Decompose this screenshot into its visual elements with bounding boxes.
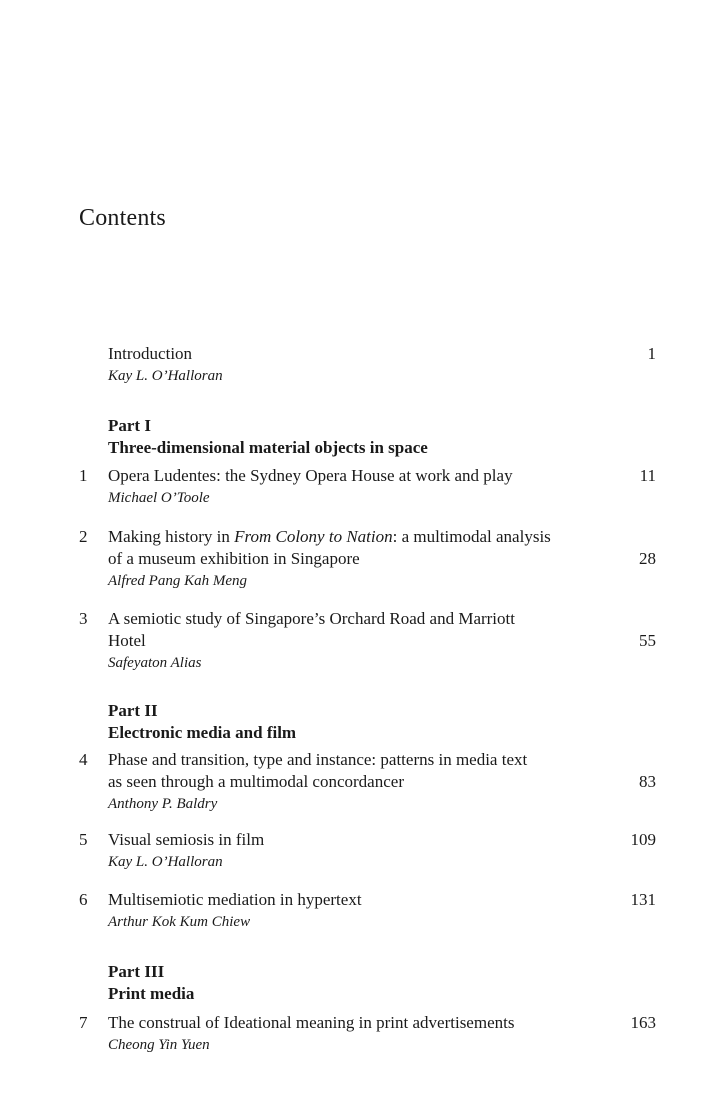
- chapter-number: 5: [79, 830, 88, 849]
- chapter-number: 6: [79, 890, 88, 909]
- toc-entry-chapter-4: [0, 749, 728, 815]
- toc-entry-chapter-2: [0, 526, 728, 592]
- part-heading: [0, 700, 728, 744]
- entry-author: Cheong Yin Yuen: [108, 1037, 210, 1053]
- toc-entry-chapter-5: [0, 829, 728, 873]
- part-title: Three-dimensional material objects in space: [108, 438, 428, 457]
- page-title: Contents: [79, 205, 166, 231]
- part-heading: [0, 961, 728, 1005]
- entry-author: Alfred Pang Kah Meng: [108, 573, 248, 589]
- entry-title: The construal of Ideational meaning in print advertisements: [108, 1013, 515, 1032]
- title-text: Making history in: [108, 527, 235, 546]
- entry-title: Opera Ludentes: the Sydney Opera House at work and play: [108, 466, 513, 485]
- entry-author: Anthony P. Baldry: [108, 796, 218, 812]
- entry-author: Michael O’Toole: [108, 490, 210, 506]
- chapter-number: 4: [79, 750, 88, 769]
- page-number: 131: [630, 890, 656, 909]
- toc-entry-chapter-1: [0, 465, 728, 509]
- page-number: 163: [630, 1013, 656, 1032]
- toc-entry-chapter-6: [0, 889, 728, 933]
- entry-title-line: of a museum exhibition in Singapore: [108, 549, 360, 568]
- chapter-number: 1: [79, 466, 88, 485]
- page-number: 83: [639, 772, 656, 791]
- entry-title-line: [108, 526, 598, 548]
- page-number: 28: [639, 549, 656, 568]
- part-heading: [0, 415, 728, 459]
- toc-entry-introduction: [0, 343, 728, 387]
- toc-entry-chapter-3: [0, 608, 728, 674]
- page-number: 11: [639, 466, 656, 485]
- entry-title-line: Hotel: [108, 631, 146, 650]
- entry-title-line: A semiotic study of Singapore’s Orchard Road and Marriott: [108, 609, 515, 628]
- entry-author: Kay L. O’Halloran: [108, 854, 223, 870]
- page-number: 109: [630, 830, 656, 849]
- chapter-number: 2: [79, 527, 88, 546]
- part-label: Part I: [108, 416, 151, 435]
- entry-title: Multisemiotic mediation in hypertext: [108, 890, 362, 909]
- page-number: 55: [639, 631, 656, 650]
- entry-author: Kay L. O’Halloran: [108, 368, 223, 384]
- part-label: Part III: [108, 962, 165, 981]
- title-italic: From Colony to Nation: [234, 527, 393, 546]
- entry-title: Visual semiosis in film: [108, 830, 265, 849]
- page-number: 1: [647, 344, 656, 363]
- entry-title-line: as seen through a multimodal concordancer: [108, 772, 404, 791]
- part-title: Electronic media and film: [108, 723, 297, 742]
- entry-author: Safeyaton Alias: [108, 655, 202, 671]
- toc-entry-chapter-7: [0, 1012, 728, 1056]
- chapter-number: 3: [79, 609, 88, 628]
- entry-title: Introduction: [108, 344, 193, 363]
- entry-author: Arthur Kok Kum Chiew: [108, 914, 251, 930]
- part-label: Part II: [108, 701, 158, 720]
- part-title: Print media: [108, 984, 195, 1003]
- title-text: : a multimodal analysis: [392, 527, 551, 546]
- entry-title-line: Phase and transition, type and instance: patterns in media text: [108, 750, 528, 769]
- chapter-number: 7: [79, 1013, 88, 1032]
